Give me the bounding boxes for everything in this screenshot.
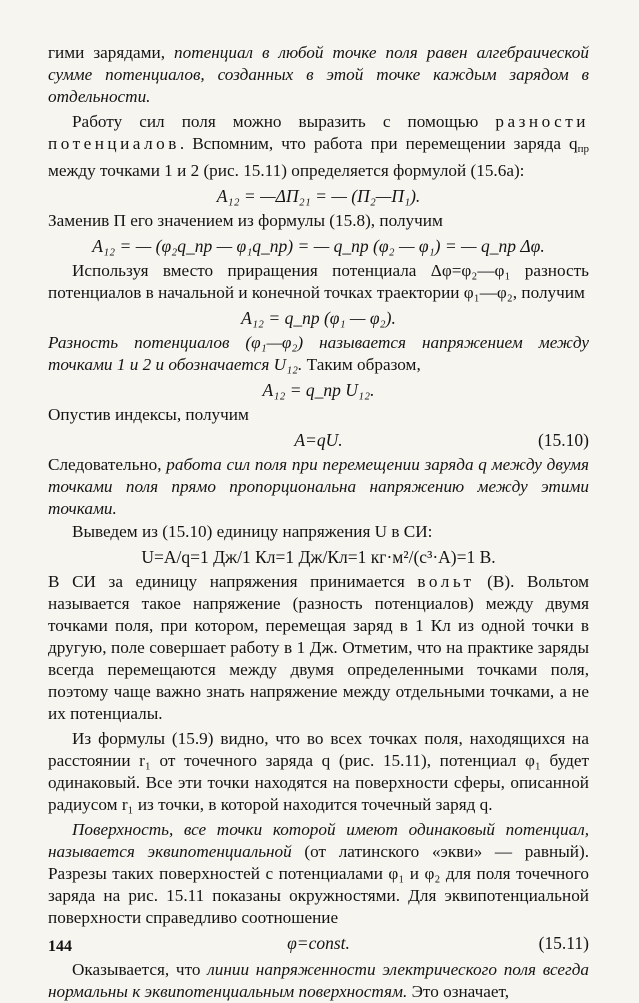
paragraph-derive-unit: Выведем из (15.10) единицу напряжения U в СИ: — [72, 522, 433, 541]
page-number: 144 — [48, 938, 72, 955]
equation-15-10 — [48, 427, 589, 453]
equation-work-difference: A₁₂ = q_пр (φ₁ — φ₂). — [241, 308, 396, 328]
paragraph-volt-definition: В СИ за единицу напряжения принимается вольт (В). Вольтом называется такое напряжение (разность потенциалов) между двумя точками поля, при котором, перемещая заряд в 1 Кл из одной точки в другую, поле совершает работу в 1 Дж. Отметим, что на практике заряды всегда перемещаются между двумя определенными точками поля, поэтому чаще важно знать напряжение между отдельными точками, а не их потенциалы. — [48, 572, 589, 723]
paragraph-consequently: Следовательно, работа сил поля при перемещении заряда q между двумя точками поля прямо пропорциональна напряжению между этими точками. — [48, 455, 589, 518]
paragraph-substitute: Заменив П его значением из формулы (15.8), получим — [48, 211, 443, 230]
paragraph-sphere: Из формулы (15.9) видно, что во всех точках поля, находящихся на расстоянии r₁ от точечного заряда q (рис. 15.11), потенциал φ₁ будет одинаковый. Все эти точки находятся на поверхности сферы, описанной радиусом r₁ из точки, в которой находится точечный заряд q. — [48, 729, 589, 814]
paragraph-work-difference: Работу сил поля можно выразить с помощью разности потенциалов. Вспомним, что работа при перемещении заряда $q_{пр}$ между точками 1 и 2 (рис. 15.11) определяется формулой (15.6а): — [48, 112, 589, 180]
equation-number: (15.11) — [538, 933, 589, 953]
paragraph-potential-sum: гими зарядами, потенциал в любой точке поля равен алгебраической сумме потенциалов, созданных в этой точке каждым зарядом в отдельности. — [48, 43, 589, 106]
equation-work-potentials: A₁₂ = — (φ₂q_пр — φ₁q_пр) = — q_пр (φ₂ — φ₁) = — q_пр Δφ. — [92, 236, 545, 256]
paragraph-equipotential: Поверхность, все точки которой имеют одинаковый потенциал, называется эквипотенциальной (от латинского «экви» — равный). Разрезы таких поверхностей с потенциалами φ₁ и φ₂ для поля точечного заряда на рис. 15.11 показаны окружностями. Для эквипотенциальной поверхности справедливо соотношение — [48, 820, 589, 927]
equation-text: A=qU. — [294, 430, 343, 450]
paragraph-voltage-definition: Разность потенциалов (φ₁—φ₂) называется напряжением между точками 1 и 2 и обозначается U₁₂. Таким образом, — [48, 333, 589, 374]
equation-text: φ=const. — [287, 933, 350, 953]
equation-number: (15.10) — [537, 430, 589, 450]
paragraph-drop-indices: Опустив индексы, получим — [48, 405, 249, 424]
paragraph-using-difference: Используя вместо приращения потенциала Δφ=φ₂—φ₁ разность потенциалов в начальной и конечной точках траектории φ₁—φ₂, получим — [48, 261, 589, 302]
equation-15-11 — [48, 930, 589, 956]
paragraph-field-lines: Оказывается, что линии напряженности электрического поля всегда нормальны к эквипотенциальным поверхностям. Это означает, — [48, 960, 589, 1001]
equation-volt-unit: U=A/q=1 Дж/1 Кл=1 Дж/Кл=1 кг·м²/(с³·А)=1 В. — [141, 547, 496, 567]
equation-work-energy: A₁₂ = —ΔП₂₁ = — (П₂—П₁). — [216, 186, 421, 206]
equation-work-voltage: A₁₂ = q_пр U₁₂. — [262, 380, 375, 400]
